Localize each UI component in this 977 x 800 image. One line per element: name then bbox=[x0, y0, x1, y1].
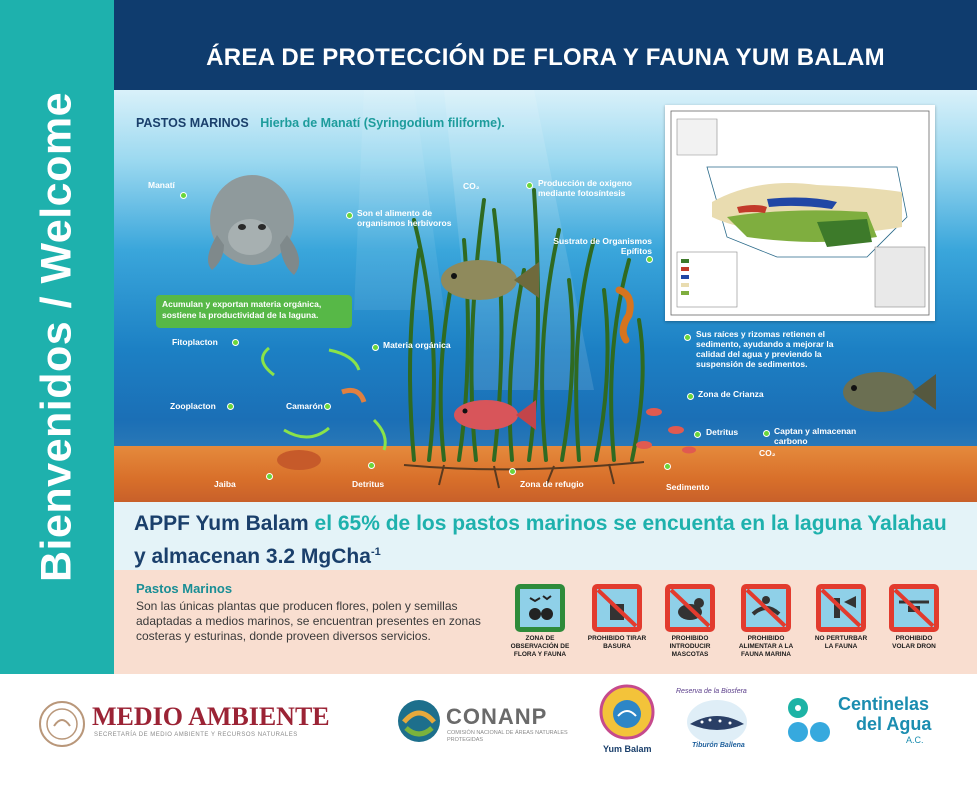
label-co2-top: CO₂ bbox=[463, 181, 480, 191]
label-dot bbox=[509, 468, 516, 475]
sign-no-litter bbox=[587, 584, 647, 651]
banner-part-2: el 65% de los pastos marinos se encuenta en la laguna Yalahau bbox=[314, 512, 947, 535]
label-captan: Captan y almacenan carbono bbox=[774, 426, 857, 446]
yum-balam-icon bbox=[598, 684, 656, 744]
label-jaiba: Jaiba bbox=[214, 479, 236, 489]
label-dot bbox=[763, 430, 770, 437]
label-alimento: Son el alimento de organismos herbívoros bbox=[357, 208, 452, 228]
banner-text bbox=[134, 510, 964, 571]
label-fitoplacton: Fitoplacton bbox=[172, 337, 218, 347]
map-drawing bbox=[667, 107, 933, 319]
welcome-sidebar bbox=[0, 0, 114, 674]
label-detritus-right: Detritus bbox=[706, 427, 739, 437]
sign-label: ZONA DE OBSERVACIÓN DE FLORA Y FAUNA bbox=[510, 635, 570, 658]
banner-part-1: APPF Yum Balam bbox=[134, 512, 315, 535]
label-dot bbox=[646, 256, 653, 263]
label-sustrato: Sustrato de Organismos Epífitos bbox=[553, 236, 652, 256]
label-dot bbox=[694, 431, 701, 438]
sign-observation bbox=[510, 584, 570, 659]
label-dot bbox=[687, 393, 694, 400]
sign-no-disturb bbox=[811, 584, 871, 651]
label-dot bbox=[227, 403, 234, 410]
sign-label: PROHIBIDO VOLAR DRON bbox=[892, 635, 936, 650]
sign-label: PROHIBIDO TIRAR BASURA bbox=[587, 635, 647, 650]
label-dot bbox=[324, 403, 331, 410]
label-detritus-left: Detritus bbox=[352, 479, 385, 489]
sign-label: NO PERTURBAR LA FAUNA bbox=[814, 635, 868, 650]
yum-balam-name: Yum Balam bbox=[603, 744, 652, 754]
label-zooplacton: Zooplacton bbox=[170, 401, 216, 411]
label-dot bbox=[368, 462, 375, 469]
reserva-text: Reserva de la Biosfera bbox=[676, 688, 747, 695]
label-crianza: Zona de Crianza bbox=[698, 389, 764, 399]
centinelas-line-2: del Agua bbox=[856, 714, 932, 734]
label-dot bbox=[526, 182, 533, 189]
sign-label: PROHIBIDO INTRODUCIR MASCOTAS bbox=[669, 635, 711, 658]
label-camaron: Camarón bbox=[286, 401, 323, 411]
label-manati: Manatí bbox=[148, 180, 175, 190]
subtitle-main: PASTOS MARINOS bbox=[136, 116, 249, 130]
conanp-name: CONANP bbox=[446, 704, 548, 729]
centinelas-line-3: A.C. bbox=[906, 735, 924, 745]
sponsor-logos bbox=[0, 674, 977, 800]
no-disturb-icon bbox=[816, 584, 866, 632]
binoculars-birds-icon bbox=[515, 584, 565, 632]
page-title: ÁREA DE PROTECCIÓN DE FLORA Y FAUNA YUM BALAM bbox=[206, 44, 885, 71]
label-refugio: Zona de refugio bbox=[520, 479, 584, 489]
label-dot bbox=[266, 473, 273, 480]
label-dot bbox=[664, 463, 671, 470]
subtitle-species: Hierba de Manatí (Syringodium filiforme). bbox=[260, 116, 505, 130]
medio-ambiente-subtitle: SECRETARÍA DE MEDIO AMBIENTE Y RECURSOS NATURALES bbox=[94, 732, 298, 738]
no-drone-icon bbox=[889, 584, 939, 632]
centinelas-line-1: Centinelas bbox=[838, 694, 930, 714]
banner-part-3: y almacenan 3.2 MgCha bbox=[134, 545, 371, 568]
sign-no-pets bbox=[660, 584, 720, 659]
no-litter-icon bbox=[592, 584, 642, 632]
sign-label: PROHIBIDO ALIMENTAR A LA FAUNA MARINA bbox=[738, 635, 794, 658]
seagrass-illustration bbox=[114, 90, 977, 502]
label-sedimento: Sedimento bbox=[666, 482, 710, 492]
label-dot bbox=[372, 344, 379, 351]
semarnat-logo bbox=[38, 700, 86, 753]
banner-superscript: -1 bbox=[370, 546, 381, 558]
no-pets-icon bbox=[665, 584, 715, 632]
medio-ambiente-name: MEDIO AMBIENTE bbox=[92, 702, 330, 731]
label-dot bbox=[180, 192, 187, 199]
yum-balam-logo bbox=[598, 684, 656, 749]
label-oxigeno: Producción de oxigeno mediante fotosíntesis bbox=[538, 178, 632, 198]
info-body: Son las únicas plantas que producen flores, polen y semillas adaptadas a medios marinos, se encuentran presentes en zonas costeras y esturinas, donde proveen diversos servicios. bbox=[136, 599, 481, 643]
tiburon-text: Tiburón Ballena bbox=[692, 742, 745, 749]
sign-no-drone bbox=[884, 584, 944, 651]
conanp-subtitle: COMISIÓN NACIONAL DE ÁREAS NATURALES PROTEGIDAS bbox=[447, 730, 568, 743]
label-dot bbox=[684, 334, 691, 341]
sign-no-feeding bbox=[736, 584, 796, 659]
label-dot bbox=[232, 339, 239, 346]
mexican-seal-icon bbox=[38, 700, 86, 748]
info-title: Pastos Marinos bbox=[136, 581, 233, 596]
label-materia: Materia orgánica bbox=[383, 340, 451, 350]
label-co2-bottom: CO₂ bbox=[759, 448, 776, 458]
label-raices: Sus raíces y rizomas retienen el sedimento, ayudando a mejorar la calidad del agua y previendo la suspensión de sedimentos. bbox=[696, 329, 834, 369]
no-feeding-icon bbox=[741, 584, 791, 632]
conanp-logo bbox=[396, 698, 442, 749]
protected-area-map bbox=[665, 105, 935, 321]
centinelas-logo bbox=[784, 696, 834, 749]
centinelas-icon bbox=[784, 696, 834, 744]
info-section bbox=[114, 570, 977, 674]
label-dot bbox=[346, 212, 353, 219]
welcome-text: Bienvenidos / Welcome bbox=[32, 91, 81, 583]
header bbox=[114, 0, 977, 90]
statistic-banner bbox=[114, 502, 977, 570]
organic-matter-note: Acumulan y exportan materia orgánica, sostiene la productividad de la laguna. bbox=[156, 295, 352, 328]
conanp-icon bbox=[396, 698, 442, 744]
